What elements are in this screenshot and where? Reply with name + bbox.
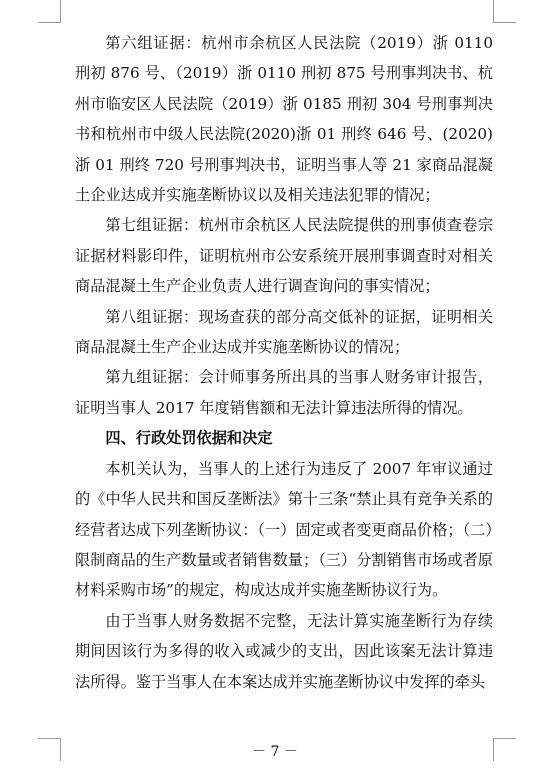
evidence-group-9: 第九组证据：会计师事务所出具的当事人财务审计报告，证明当事人 2017 年度销售额和无法计算违法所得的情况。 xyxy=(75,368,493,417)
document-body xyxy=(75,28,493,697)
evidence-group-8: 第八组证据：现场查获的部分高交低补的证据，证明相关商品混凝土生产企业达成并实施垄断协议的情况； xyxy=(75,307,493,357)
page-number: － 7 － xyxy=(252,744,298,760)
section-heading: 四、行政处罚依据和决定 xyxy=(105,429,273,448)
illegal-gains-paragraph: 由于当事人财务数据不完整，无法计算实施垄断行为存续期间因该行为多得的收入或减少的支出，因此该案无法计算违法所得。鉴于当事人在本案达成并实施垄断协议中发挥的牵头 xyxy=(75,611,493,691)
crop-mark-top-left xyxy=(38,0,61,23)
crop-mark-top-right xyxy=(493,0,516,23)
legal-basis-paragraph: 本机关认为，当事人的上述行为违反了 2007 年审议通过的《中华人民共和国反垄断法》第十三条“禁止具有竞争关系的经营者达成下列垄断协议：（一）固定或者变更商品价格；（二）限制商品的生产数量或者销售数量；（三）分割销售市场或者原材料采购市场”的规定，构成达成并实施垄断协议行为。 xyxy=(75,459,493,600)
evidence-group-6: 第六组证据：杭州市余杭区人民法院（2019）浙 0110 刑初 876 号、（2019）浙 0110 刑初 875 号刑事判决书、杭州市临安区人民法院（2019）浙 0185 刑初 304 号刑事判决书和杭州市中级人民法院(2020)浙 01 刑终 646 号、(2020)浙 01 刑终 720 号刑事判决书，证明当事人等 21 家商品混凝土企业达成并实施垄断协议以及相关违法犯罪的情况； xyxy=(75,34,493,205)
evidence-group-7: 第七组证据：杭州市余杭区人民法院提供的刑事侦查卷宗证据材料影印件，证明杭州市公安系统开展刑事调查时对相关商品混凝土生产企业负责人进行调查询问的事实情况； xyxy=(75,216,493,296)
